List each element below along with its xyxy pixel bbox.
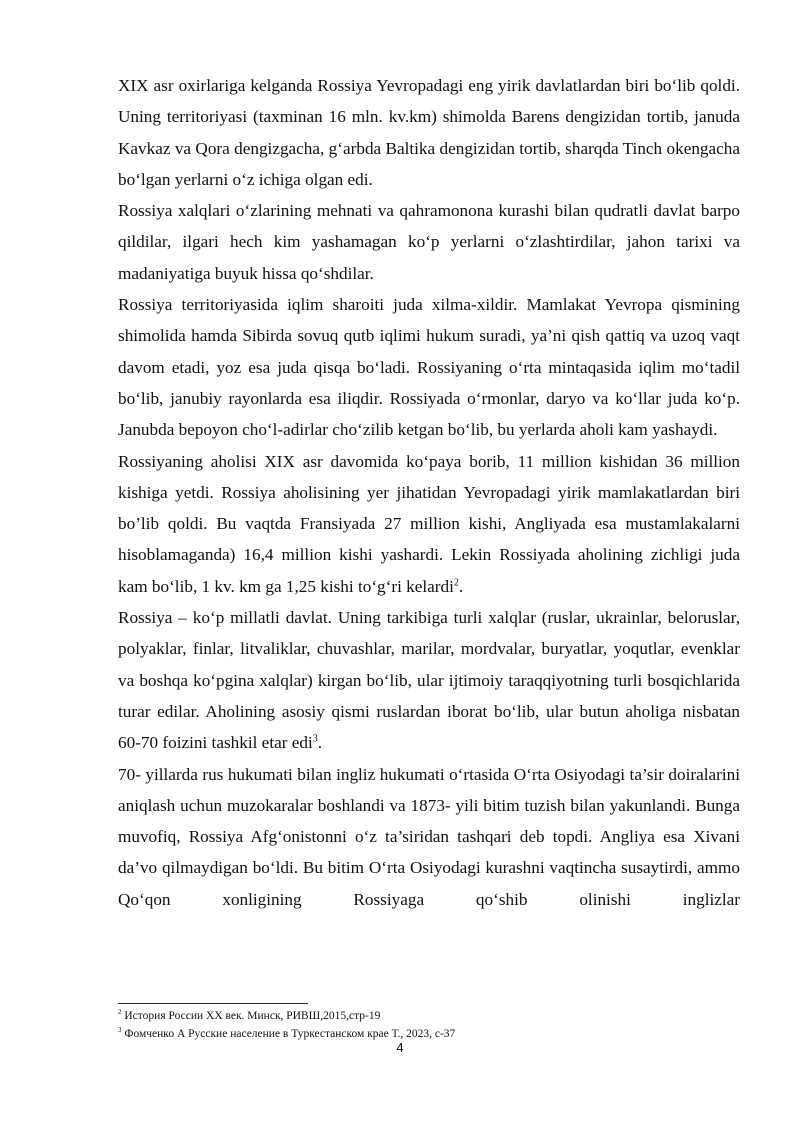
footnote-separator [118, 1003, 308, 1004]
footnote-ref-3[interactable]: 3 [312, 733, 318, 745]
paragraph-russian-peoples: Rossiya xalqlari o‘zlarining mehnati va qahramonona kurashi bilan qudratli davlat barpo qildilar, ilgari hech kim yashamagan ko‘p yerlarni o‘zlashtirdilar, jahon tarixi va madaniyatiga buyuk hissa qo‘shdilar. [118, 201, 740, 283]
paragraph-nationalities: Rossiya – ko‘p millatli davlat. Uning tarkibiga turli xalqlar (ruslar, ukrainlar, beloruslar, polyaklar, finlar, litvaliklar, chuvashlar, marilar, mordvalar, buryatlar, yoqutlar, evenklar va boshqa ko‘pgina xalqlar) kirgan bo‘lib, ular ijtimoiy taraqqiyotning turli bosqichlarida turar edilar. Aholining asosiy qismi ruslardan iborat bo‘lib, ular butun aholiga nisbatan 60-70 foizini tashkil etar edi$^3$. [118, 608, 740, 753]
body-text [118, 70, 740, 915]
page-number: 4 [396, 1040, 404, 1055]
footnote-2 [118, 1007, 740, 1025]
footnote-number: 3 [118, 1026, 122, 1035]
footnote-ref-2[interactable]: 2 [453, 577, 459, 589]
footnote-text: История России XX век. Минск, РИВШ,2015,стр-19 [124, 1010, 381, 1022]
paragraph-climate: Rossiya territoriyasida iqlim sharoiti juda xilma-xildir. Mamlakat Yevropa qismining shimolida hamda Sibirda sovuq qutb iqlimi hukum suradi, ya’ni qish qattiq va uzoq vaqt davom etadi, yoz esa juda qisqa bo‘ladi. Rossiyaning o‘rta mintaqasida iqlim mo‘tadil bo‘lib, janubiy rayonlarda esa iliqdir. Rossiyada o‘rmonlar, daryo va ko‘llar juda ko‘p. Janubda bepoyon cho‘l-adirlar cho‘zilib ketgan bo‘lib, bu yerlarda aholi kam yashaydi. [118, 295, 740, 440]
footnote-number: 2 [118, 1008, 122, 1017]
footnotes [118, 1007, 740, 1043]
paragraph-population: Rossiyaning aholisi XIX asr davomida ko‘paya borib, 11 million kishidan 36 million kishiga yetdi. Rossiya aholisining yer jihatidan Yevropadagi yirik mamlakatlardan biri bo’lib qoldi. Bu vaqtda Fransiyada 27 million kishi, Angliyada esa mustamlakalarni hisoblamaganda) 16,4 million kishi yashardi. Lekin Rossiyada aholining zichligi juda kam bo‘lib, 1 kv. km ga 1,25 kishi to‘g‘ri kelardi$^2$. [118, 451, 740, 596]
paragraph-russia-territory: XIX asr oxirlariga kelganda Rossiya Yevropadagi eng yirik davlatlardan biri bo‘lib qoldi. Uning territoriyasi (taxminan 16 mln. kv.km) shimolda Barens dengizidan tortib, januda Kavkaz va Qora dengizgacha, g‘arbda Baltika dengizidan tortib, sharqda Tinch okengacha bo‘lgan yerlarni o‘z ichiga olgan edi. [118, 76, 740, 189]
footnote-text: Фомченко А Русские население в Туркестанском крае Т., 2023, с-37 [124, 1028, 456, 1040]
paragraph-anglo-russian-agreement: 70- yillarda rus hukumati bilan ingliz hukumati o‘rtasida O‘rta Osiyodagi ta’sir doiralarini aniqlash uchun muzokaralar boshlandi va 1873- yili bitim tuzish bilan yakunlandi. Bunga muvofiq, Rossiya Afg‘onistonni o‘z ta’siridan tashqari deb topdi. Angliya esa Xivani da’vo qilmaydigan bo‘ldi. Bu bitim O‘rta Osiyodagi kurashni vaqtincha susaytirdi, ammo Qo‘qon xonligining Rossiyaga qo‘shib olinishi inglizlar [118, 764, 740, 909]
